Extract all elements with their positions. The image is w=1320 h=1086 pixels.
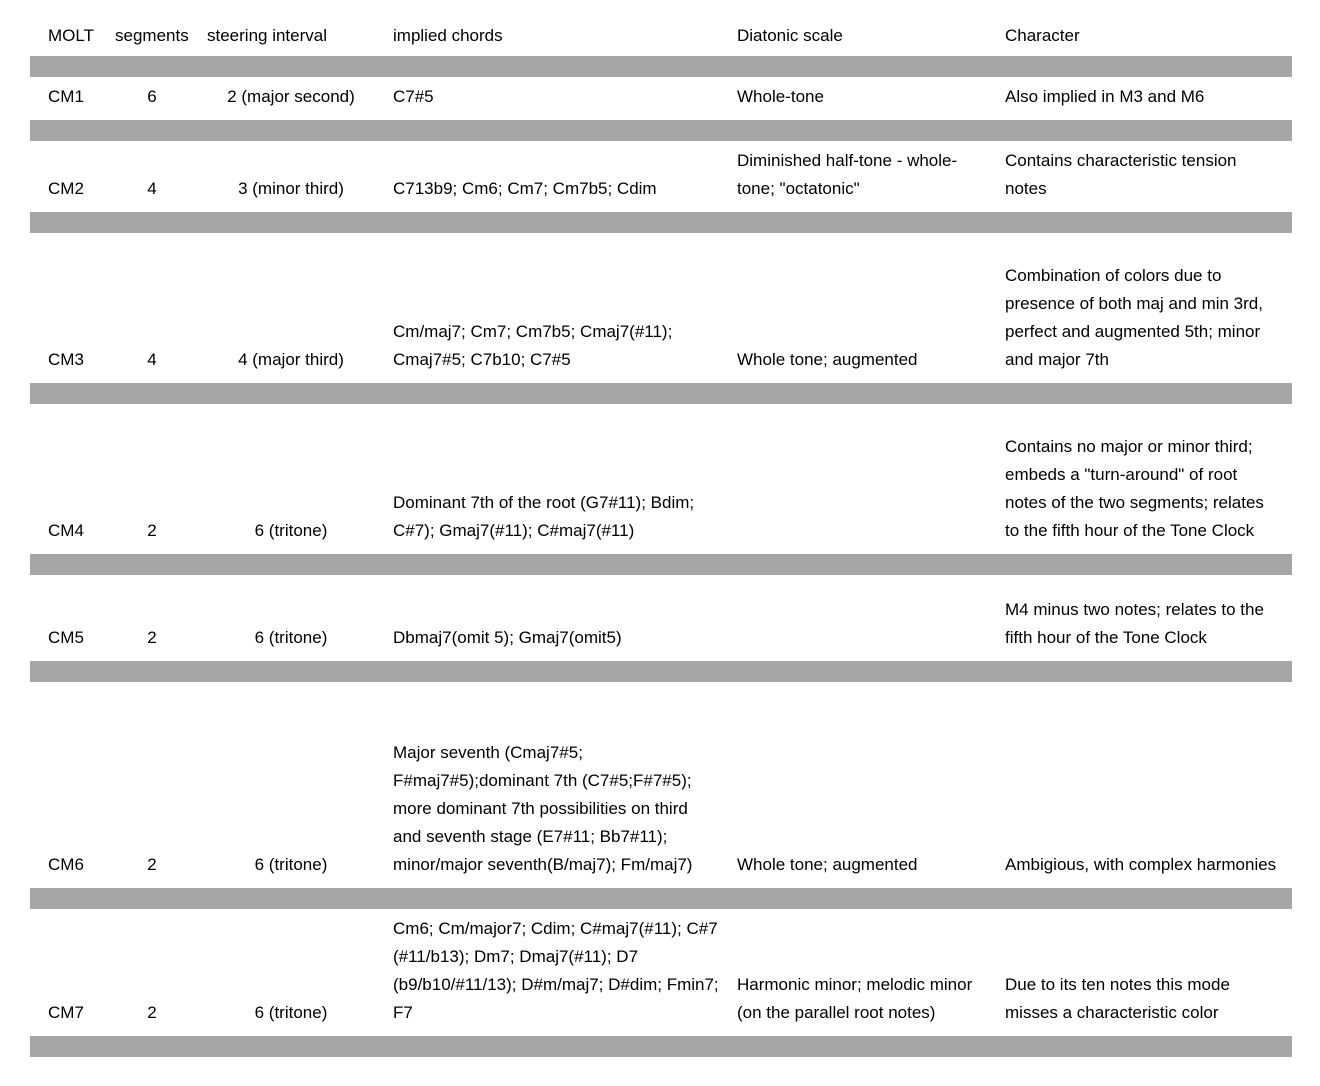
- row-separator: [30, 56, 1292, 77]
- cell-steering-interval: 6 (tritone): [254, 1003, 328, 1022]
- cell-implied-chords: Dominant 7th of the root (G7#11); Bdim; C#7); Gmaj7(#11); C#maj7(#11): [393, 493, 695, 540]
- table-row-cm2: [30, 141, 1292, 212]
- cell-steering-interval: 2 (major second): [227, 87, 355, 106]
- cell-implied-chords: Cm/maj7; Cm7; Cm7b5; Cmaj7(#11); Cmaj7#5; C7b10; C7#5: [393, 322, 673, 369]
- row-separator: [30, 212, 1292, 233]
- cell-segments: 2: [147, 521, 157, 540]
- cell-character: Combination of colors due to presence of both maj and min 3rd, perfect and augmented 5th; minor and major 7th: [1005, 266, 1263, 369]
- table-row-cm1: [30, 77, 1292, 120]
- table-row-cm5: [30, 575, 1292, 661]
- cell-character: Contains characteristic tension notes: [1005, 151, 1237, 198]
- table-row-cm4: [30, 404, 1292, 554]
- table-row-cm7: [30, 909, 1292, 1036]
- cell-segments: 2: [147, 855, 157, 874]
- row-separator: [30, 554, 1292, 575]
- cell-diatonic-scale: Whole tone; augmented: [737, 855, 918, 874]
- cell-steering-interval: 6 (tritone): [254, 855, 328, 874]
- cell-character: Contains no major or minor third; embeds a "turn-around" of root notes of the two segments; relates to the fifth hour of the Tone Clock: [1005, 437, 1264, 540]
- cell-molt: CM6: [48, 855, 84, 874]
- cell-character: Also implied in M3 and M6: [1005, 87, 1205, 106]
- table-row-cm3: [30, 233, 1292, 383]
- cell-implied-chords: C7#5: [393, 87, 434, 106]
- cell-segments: 2: [147, 1003, 157, 1022]
- cell-steering-interval: 4 (major third): [238, 350, 344, 369]
- cell-molt: CM5: [48, 628, 84, 647]
- cell-segments: 2: [147, 628, 157, 647]
- cell-steering-interval: 6 (tritone): [254, 521, 328, 540]
- cell-implied-chords: Major seventh (Cmaj7#5; F#maj7#5);dominant 7th (C7#5;F#7#5); more dominant 7th possibilities on third and seventh stage (E7#11; Bb7#11); minor/major seventh(B/maj7); Fm/maj7): [393, 743, 693, 874]
- cell-diatonic-scale: Diminished half-tone - whole-tone; "octatonic": [737, 151, 958, 198]
- column-header-segments: segments: [115, 26, 189, 45]
- row-separator: [30, 1036, 1292, 1057]
- cell-molt: CM7: [48, 1003, 84, 1022]
- cell-character: Ambigious, with complex harmonies: [1005, 855, 1277, 874]
- cell-molt: CM2: [48, 179, 84, 198]
- cell-implied-chords: Dbmaj7(omit 5); Gmaj7(omit5): [393, 628, 622, 647]
- cell-diatonic-scale: Whole tone; augmented: [737, 350, 918, 369]
- column-header-implied-chords: implied chords: [393, 26, 503, 45]
- row-separator: [30, 383, 1292, 404]
- cell-segments: 6: [147, 87, 157, 106]
- header-row: [30, 16, 1292, 56]
- cell-implied-chords: Cm6; Cm/major7; Cdim; C#maj7(#11); C#7 (#11/b13); Dm7; Dmaj7(#11); D7 (b9/b10/#11/13); D#m/maj7; D#dim; Fmin7; F7: [393, 919, 719, 1022]
- row-separator: [30, 888, 1292, 909]
- cell-implied-chords: C713b9; Cm6; Cm7; Cm7b5; Cdim: [393, 179, 657, 198]
- column-header-steering-interval: steering interval: [207, 26, 328, 45]
- row-separator: [30, 661, 1292, 682]
- column-header-diatonic-scale: Diatonic scale: [737, 26, 843, 45]
- cell-diatonic-scale: [729, 404, 997, 554]
- cell-character: Due to its ten notes this mode misses a characteristic color: [1005, 975, 1230, 1022]
- cell-steering-interval: 6 (tritone): [254, 628, 328, 647]
- molt-table: [30, 16, 1292, 1057]
- cell-steering-interval: 3 (minor third): [238, 179, 344, 198]
- cell-molt: CM3: [48, 350, 84, 369]
- cell-segments: 4: [147, 350, 157, 369]
- column-header-molt: MOLT: [48, 26, 94, 45]
- row-separator: [30, 120, 1292, 141]
- cell-diatonic-scale: Whole-tone: [737, 87, 824, 106]
- cell-diatonic-scale: Harmonic minor; melodic minor (on the parallel root notes): [737, 975, 973, 1022]
- cell-diatonic-scale: [729, 575, 997, 661]
- cell-molt: CM4: [48, 521, 84, 540]
- cell-molt: CM1: [48, 87, 84, 106]
- cell-character: M4 minus two notes; relates to the fifth hour of the Tone Clock: [1005, 600, 1264, 647]
- cell-segments: 4: [147, 179, 157, 198]
- table-row-cm6: [30, 682, 1292, 888]
- column-header-character: Character: [1005, 26, 1080, 45]
